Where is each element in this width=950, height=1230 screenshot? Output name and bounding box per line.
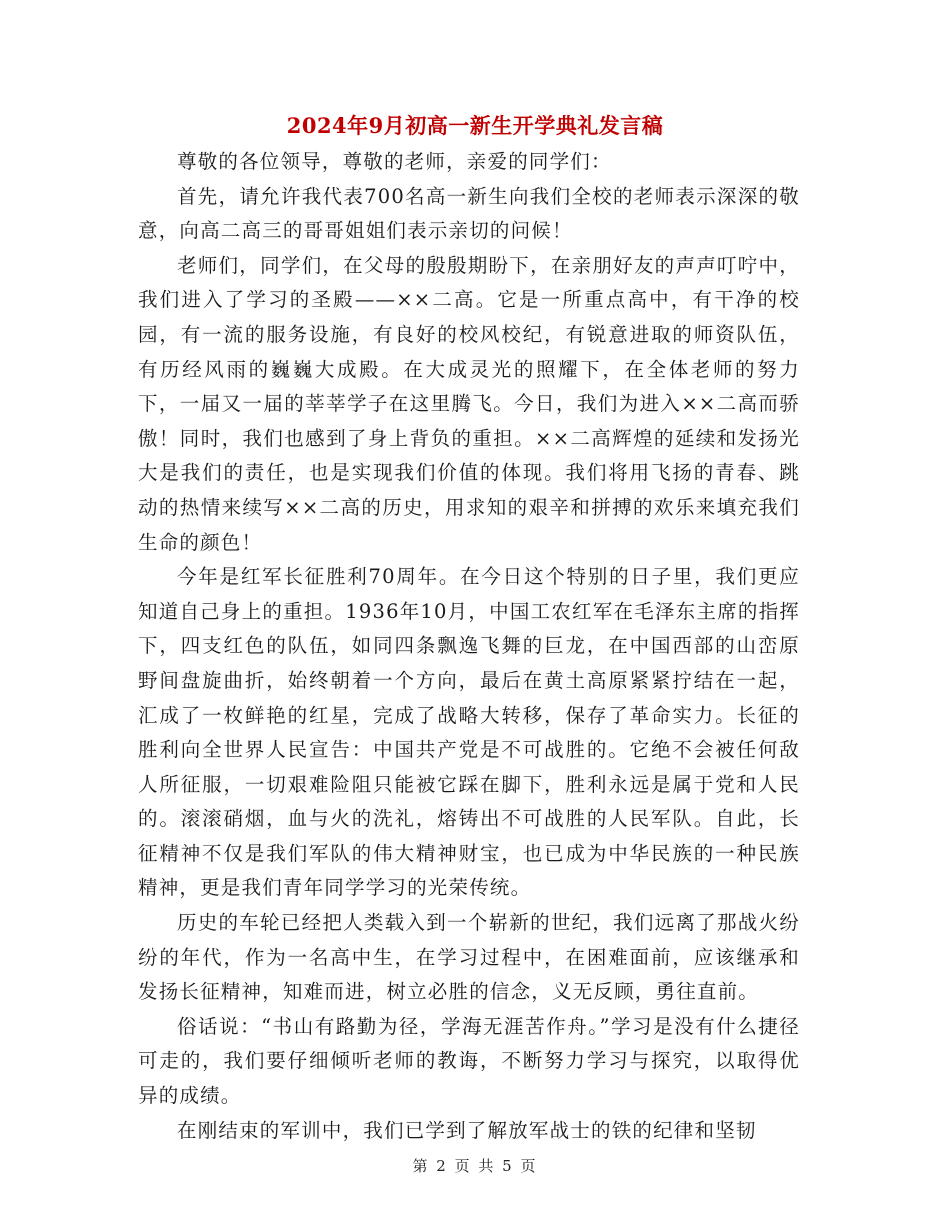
- document-body: [138, 145, 800, 1148]
- paragraph-greeting: 尊敬的各位领导，尊敬的老师，亲爱的同学们：: [177, 150, 612, 173]
- paragraph-long-march: 今年是红军长征胜利70周年。在今日这个特别的日子里，我们更应知道自己身上的重担。1936年10月，中国工农红军在毛泽东主席的指挥下，四支红色的队伍，如同四条飘逸飞舞的巨龙，在中国西部的山峦原野间盘旋曲折，始终朝着一个方向，最后在黄土高原紧紧拧结在一起，汇成了一枚鲜艳的红星，完成了战略大转移，保存了革命实力。长征的胜利向全世界人民宣告：中国共产党是不可战胜的。它绝不会被任何敌人所征服，一切艰难险阻只能被它踩在脚下，胜利永远是属于党和人民的。滚滚硝烟，血与火的洗礼，熔铸出不可战胜的人民军队。自此，长征精神不仅是我们军队的伟大精神财宝，也已成为中华民族的一种民族精神，更是我们青年同学学习的光荣传统。: [138, 565, 800, 900]
- paragraph-opening: 首先，请允许我代表700名高一新生向我们全校的老师表示深深的敬意，向高二高三的哥哥姐姐们表示亲切的问候！: [138, 184, 800, 243]
- document-title: 2024年9月初高一新生开学典礼发言稿: [286, 113, 664, 138]
- page-number: 第 2 页 共 5 页: [412, 1157, 538, 1175]
- paragraph-military-training: 在刚结束的军训中，我们已学到了解放军战士的铁的纪律和坚韧: [177, 1118, 757, 1142]
- paragraph-proverb: 俗话说：“书山有路勤为径，学海无涯苦作舟。”学习是没有什么捷径可走的，我们要仔细倾听老师的教诲，不断努力学习与探究，以取得优异的成绩。: [138, 1014, 800, 1108]
- paragraph-history: 历史的车轮已经把人类载入到一个崭新的世纪，我们远离了那战火纷纷的年代，作为一名高中生，在学习过程中，在困难面前，应该继承和发扬长征精神，知难而进，树立必胜的信念，义无反顾，勇往直前。: [138, 911, 800, 1004]
- paragraph-school: 老师们，同学们，在父母的殷殷期盼下，在亲朋好友的声声叮咛中，我们进入了学习的圣殿——××二高。它是一所重点高中，有干净的校园，有一流的服务设施，有良好的校风校纪，有锐意进取的师资队伍，有历经风雨的巍巍大成殿。在大成灵光的照耀下，在全体老师的努力下，一届又一届的莘莘学子在这里腾飞。今日，我们为进入××二高而骄傲！同时，我们也感到了身上背负的重担。××二高辉煌的延续和发扬光大是我们的责任，也是实现我们价值的体现。我们将用飞扬的青春、跳动的热情来续写××二高的历史，用求知的艰辛和拼搏的欢乐来填充我们生命的颜色！: [138, 253, 800, 554]
